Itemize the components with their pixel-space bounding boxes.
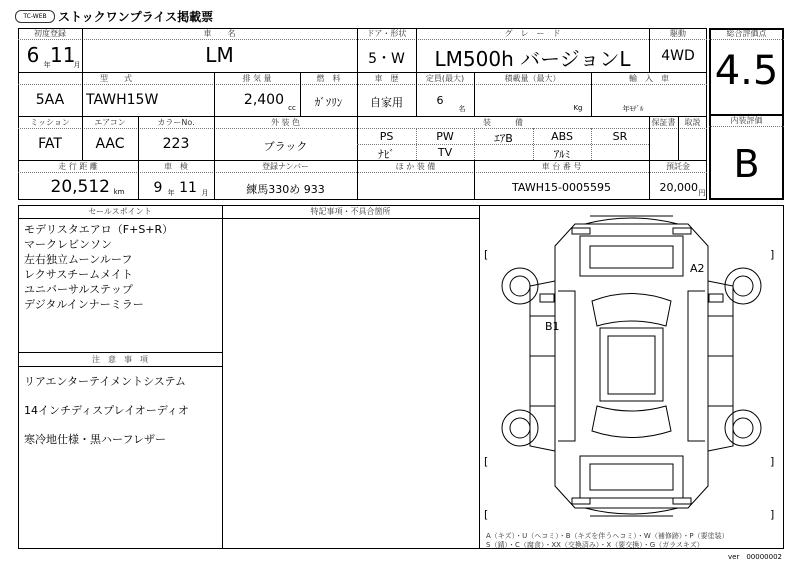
- logo-icon: TC-WEB: [15, 10, 55, 23]
- equipment-item: ABS: [551, 130, 573, 143]
- plate-label: 登録ナンバー: [261, 162, 310, 171]
- capacity-value: 6: [436, 94, 444, 107]
- mission-label: ミッション: [30, 118, 70, 127]
- equipment-item: TV: [437, 146, 453, 159]
- model-code-label: 型 式: [100, 74, 132, 83]
- deposit-value: 20,000: [659, 181, 698, 194]
- mileage-label: 走 行 距 離: [58, 162, 98, 171]
- bracket-right: ]: [770, 508, 775, 521]
- notes-label: 注 意 事 項: [92, 355, 148, 364]
- import-model-year: 年ﾓﾃﾞﾙ: [622, 105, 644, 113]
- notes-list: [24, 374, 189, 447]
- inspection-month: 11: [179, 180, 197, 196]
- mission-value: FAT: [38, 136, 62, 152]
- exterior-color-label: 外 装 色: [270, 118, 301, 127]
- list-item: ユニバーサルステップ: [24, 283, 133, 296]
- load-label: 積載量（最大）: [504, 74, 561, 83]
- plate-value: 練馬330め 933: [246, 183, 325, 196]
- deposit-label: 預託金: [666, 162, 690, 171]
- equipment-item: ﾅﾋﾞ: [378, 148, 395, 161]
- manual-label: 取説: [684, 118, 701, 127]
- inspection-month-unit: 月: [201, 189, 209, 197]
- interior-grade-label: 内装評価: [730, 116, 763, 125]
- model-prefix: 5AA: [35, 92, 65, 108]
- equipment-item: PW: [436, 130, 454, 143]
- capacity-label: 定員(最大): [425, 74, 465, 83]
- history-label: 車 歴: [374, 74, 399, 83]
- first-reg-month: 11: [50, 43, 76, 67]
- mileage-value: 20,512: [50, 177, 110, 197]
- bracket-right: ]: [770, 248, 775, 261]
- list-item: リアエンターテイメントシステム: [24, 375, 187, 388]
- page-title: ストックワンプライス掲載票: [58, 10, 214, 24]
- aircon-value: AAC: [95, 136, 125, 152]
- history-value: 自家用: [370, 96, 403, 109]
- inspection-year-unit: 年: [167, 189, 175, 197]
- overall-grade-value: 4.5: [714, 48, 779, 94]
- warranty-label: 保証書: [651, 118, 676, 127]
- equipment-item: ｱﾙﾐ: [553, 148, 571, 161]
- car-name-label: 車 名: [203, 29, 236, 38]
- capacity-unit: 名: [458, 105, 466, 113]
- other-equipment-label: ほ か 装 備: [395, 162, 436, 171]
- list-item: レクサスチームメイト: [24, 268, 133, 281]
- equipment-item: ｴｱB: [494, 132, 513, 145]
- drive-label: 駆動: [670, 29, 686, 38]
- fuel-value: ｶﾞｿﾘﾝ: [314, 96, 343, 109]
- chassis-value: TAWH15-0005595: [512, 181, 611, 194]
- door-type-label: ドア・形状: [366, 29, 407, 38]
- mileage-unit: km: [113, 188, 125, 196]
- equipment-item: SR: [612, 130, 628, 143]
- damage-mark-b1: B1: [545, 320, 560, 333]
- interior-grade-value: B: [733, 142, 760, 186]
- chassis-label: 車 台 番 号: [541, 162, 582, 171]
- first-reg-year: 6: [26, 43, 40, 67]
- legend-line-1: A（キズ）・U（ヘコミ）・B（キズを伴うヘコミ）・W（補修跡）・P（要塗装）: [486, 532, 729, 540]
- inspection-year: 9: [153, 180, 163, 196]
- list-item: 左右独立ムーンルーフ: [24, 253, 133, 266]
- bracket-left: [: [484, 455, 489, 468]
- color-no-label: カラーNo.: [157, 118, 195, 127]
- displacement-unit: cc: [288, 104, 296, 112]
- first-reg-label: 初度登録: [34, 29, 66, 38]
- year-unit: 年: [43, 61, 51, 69]
- deposit-unit: 円: [698, 189, 706, 197]
- color-no-value: 223: [162, 136, 190, 152]
- aircon-label: エアコン: [94, 118, 126, 127]
- list-item: デジタルインナーミラー: [24, 298, 144, 311]
- model-code: TAWH15W: [86, 92, 159, 108]
- inspection-label: 車 検: [164, 162, 188, 171]
- list-item: モデリスタエアロ（F+S+R）: [24, 223, 174, 236]
- version-text: ver 00000002: [728, 553, 782, 561]
- displacement-label: 排 気 量: [242, 74, 272, 83]
- month-unit: 月: [73, 61, 81, 69]
- bracket-left: [: [484, 508, 489, 521]
- remarks-label: 特記事項・不具合箇所: [310, 207, 391, 216]
- list-item: 14インチディスプレイオーディオ: [24, 404, 189, 417]
- import-label: 輸 入 車: [629, 74, 669, 83]
- bracket-right: ]: [770, 455, 775, 468]
- grade-value: LM500h バージョンL: [434, 47, 631, 71]
- equipment-item: PS: [379, 130, 394, 143]
- exterior-color-value: ブラック: [263, 140, 308, 153]
- legend-line-2: S（錆）・C（腐食）・XX（交換済み）・X（要交換）・G（ガラスキズ）: [486, 541, 704, 549]
- sales-points-list: [24, 222, 173, 312]
- damage-mark-a2: A2: [690, 262, 705, 275]
- fuel-label: 燃 料: [316, 74, 341, 83]
- overall-grade-label: 総合評価点: [726, 29, 767, 38]
- displacement-value: 2,400: [243, 92, 284, 108]
- equipment-label: 装 備: [483, 118, 523, 127]
- car-diagram: [480, 206, 783, 526]
- door-type: 5・W: [368, 51, 405, 67]
- grade-label: グ レ ー ド: [504, 29, 561, 38]
- sales-points-label: セールスポイント: [88, 207, 152, 216]
- car-name: LM: [205, 43, 234, 67]
- list-item: マークレビンソン: [24, 238, 112, 251]
- drive-value: 4WD: [661, 48, 695, 64]
- list-item: 寒冷地仕様・黒ハーフレザー: [24, 433, 167, 446]
- bracket-left: [: [484, 248, 489, 261]
- load-unit: Kg: [573, 104, 583, 112]
